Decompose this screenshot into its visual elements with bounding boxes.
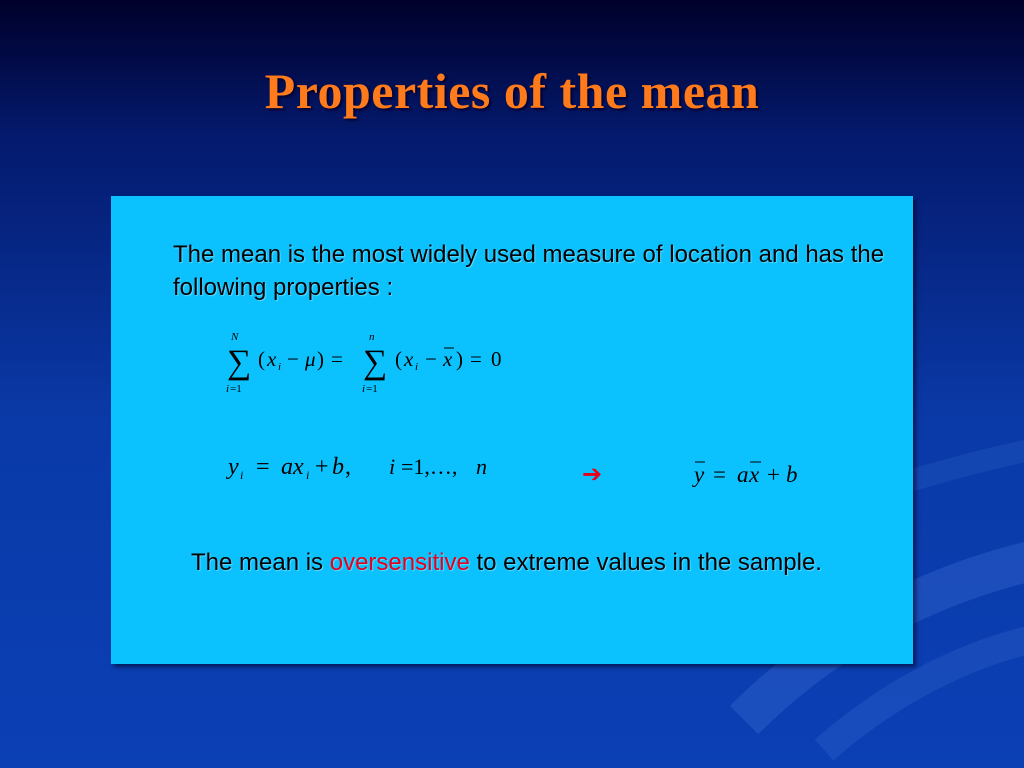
svg-text:i: i [226, 383, 230, 395]
svg-text:∑: ∑ [363, 344, 388, 381]
svg-text:n: n [476, 454, 487, 479]
content-card [111, 196, 913, 664]
svg-text:x: x [443, 347, 453, 371]
svg-text:(: ( [395, 347, 402, 371]
svg-text:): ) [317, 347, 324, 371]
svg-text:=: = [256, 454, 270, 480]
svg-text:i: i [240, 468, 244, 482]
svg-text:i: i [415, 361, 419, 373]
svg-text:=: = [331, 347, 343, 371]
svg-text:0: 0 [491, 347, 502, 371]
svg-text:+: + [767, 462, 780, 487]
svg-text:x: x [267, 347, 277, 371]
svg-text:,: , [345, 454, 351, 480]
svg-text:a: a [737, 462, 749, 487]
svg-text:i: i [362, 383, 366, 395]
formula-linear-transform [226, 446, 516, 496]
note-suffix: to extreme values in the sample. [469, 549, 822, 576]
svg-text:i: i [389, 454, 396, 479]
svg-text:=1,…,: =1,…, [401, 454, 458, 479]
svg-text:b: b [786, 462, 798, 487]
svg-text:=1: =1 [230, 383, 242, 395]
svg-text:x: x [404, 347, 414, 371]
slide-title: Properties of the mean [264, 63, 760, 119]
implies-arrow-icon: ➔ [582, 460, 603, 488]
svg-text:(: ( [258, 347, 265, 371]
svg-text:x: x [749, 462, 760, 487]
formula-mean-transform [691, 454, 831, 498]
svg-text:i: i [278, 361, 282, 373]
svg-text:μ: μ [305, 347, 316, 371]
svg-text:n: n [369, 331, 375, 343]
svg-text:=: = [470, 347, 482, 371]
formula-sum-deviations [223, 326, 553, 406]
svg-text:): ) [456, 347, 463, 371]
svg-text:=1: =1 [366, 383, 378, 395]
svg-text:N: N [231, 331, 239, 343]
svg-text:−: − [287, 347, 299, 371]
svg-text:∑: ∑ [227, 344, 252, 381]
svg-text:+: + [315, 454, 329, 480]
note-prefix: The mean is [191, 549, 330, 576]
svg-text:b: b [332, 454, 344, 480]
svg-text:y: y [694, 462, 705, 487]
svg-text:=: = [713, 462, 726, 487]
intro-text: The mean is the most widely used measure of location and has the following properties : [173, 241, 885, 301]
svg-text:ax: ax [281, 454, 304, 480]
oversensitive-note [191, 546, 871, 579]
svg-text:−: − [425, 347, 437, 371]
svg-text:i: i [306, 468, 310, 482]
oversensitive-highlight: oversensitive [329, 549, 470, 576]
svg-text:y: y [228, 454, 239, 480]
